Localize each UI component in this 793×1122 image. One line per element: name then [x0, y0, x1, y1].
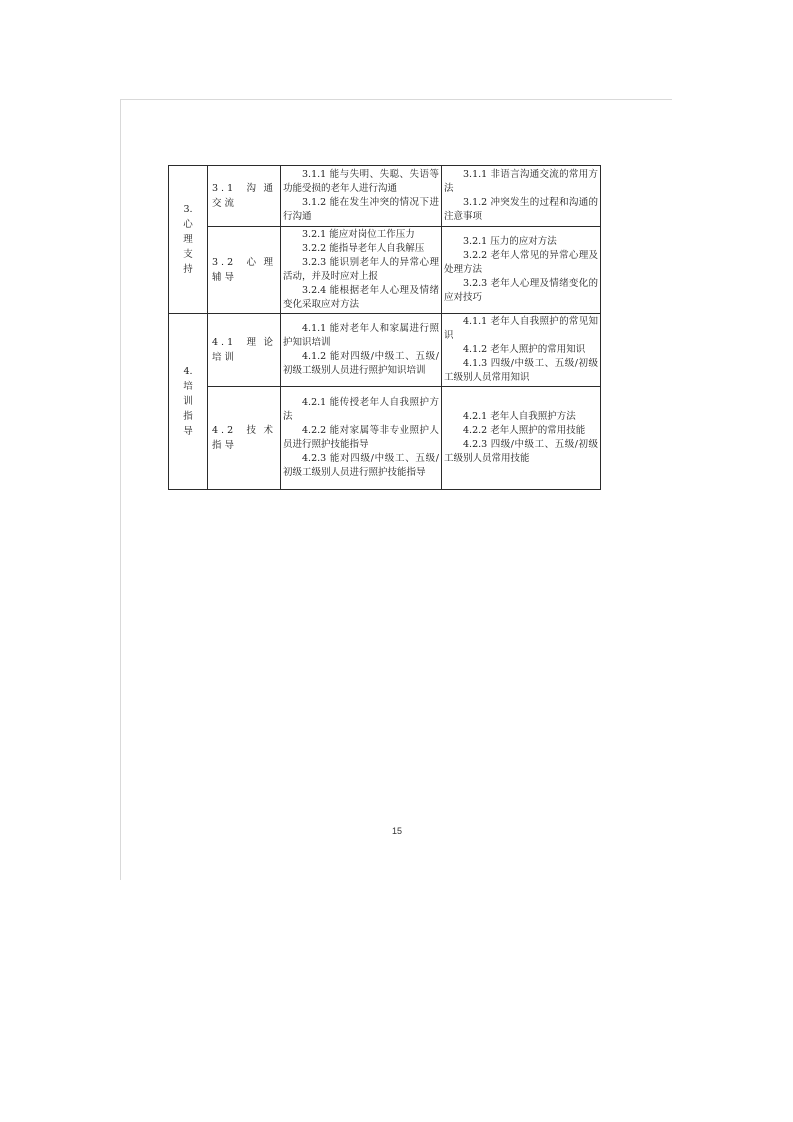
skill-item: 3.2.3 能识别老年人的异常心理活动，并及时应对上报	[283, 257, 439, 282]
unit-cell	[208, 166, 281, 227]
section-cell	[169, 166, 208, 314]
unit-cell	[208, 314, 281, 387]
knowledge-item: 3.1.2 冲突发生的过程和沟通的注意事项	[444, 197, 598, 222]
skill-item: 3.1.1 能与失明、失聪、失语等功能受损的老年人进行沟通	[283, 169, 439, 194]
table-row	[169, 166, 601, 227]
knowledge-cell	[442, 166, 601, 227]
skills-cell	[281, 227, 442, 314]
knowledge-cell	[442, 227, 601, 314]
unit-label: 4.2 技术指导	[212, 425, 276, 451]
page-edge-top	[120, 99, 672, 100]
knowledge-item: 4.1.1 老年人自我照护的常见知识	[444, 316, 598, 341]
knowledge-item: 4.2.2 老年人照护的常用技能	[463, 425, 586, 436]
table-row	[169, 387, 601, 490]
unit-label: 4.1 理论培训	[212, 337, 276, 363]
knowledge-item: 4.1.2 老年人照护的常用知识	[463, 344, 586, 355]
knowledge-item: 4.2.3 四级/中级工、五级/初级工级别人员常用技能	[444, 439, 598, 464]
unit-label: 3.1 沟通交流	[212, 183, 276, 209]
section-title: 心理支持	[183, 219, 193, 275]
skill-item: 4.2.2 能对家属等非专业照护人员进行照护技能指导	[283, 425, 439, 450]
skills-table	[168, 165, 601, 490]
skill-item: 3.2.4 能根据老年人心理及情绪变化采取应对方法	[283, 285, 439, 310]
skill-item: 4.2.3 能对四级/中级工、五级/初级工级别人员进行照护技能指导	[283, 453, 439, 478]
skill-item: 3.2.2 能指导老年人自我解压	[302, 243, 425, 254]
knowledge-item: 3.2.3 老年人心理及情绪变化的应对技巧	[444, 278, 598, 303]
skill-item: 4.1.2 能对四级/中级工、五级/初级工级别人员进行照护知识培训	[283, 351, 439, 376]
skill-item: 3.2.1 能应对岗位工作压力	[302, 229, 415, 240]
knowledge-item: 3.1.1 非语言沟通交流的常用方法	[444, 169, 598, 194]
table-row	[169, 227, 601, 314]
skills-cell	[281, 387, 442, 490]
knowledge-item: 4.1.3 四级/中级工、五级/初级工级别人员常用知识	[444, 358, 598, 383]
section-number: 3.	[183, 204, 193, 215]
table-row	[169, 314, 601, 387]
page-edge-left	[120, 99, 121, 880]
skill-item: 3.1.2 能在发生冲突的情况下进行沟通	[283, 197, 439, 222]
unit-label: 3.2 心理辅导	[212, 257, 276, 283]
unit-cell	[208, 227, 281, 314]
skill-item: 4.1.1 能对老年人和家属进行照护知识培训	[283, 323, 439, 348]
knowledge-cell	[442, 387, 601, 490]
unit-cell	[208, 387, 281, 490]
skills-cell	[281, 314, 442, 387]
knowledge-cell	[442, 314, 601, 387]
skills-cell	[281, 166, 442, 227]
section-number: 4.	[183, 366, 193, 377]
skill-item: 4.2.1 能传授老年人自我照护方法	[283, 397, 439, 422]
section-cell	[169, 314, 208, 490]
knowledge-item: 4.2.1 老年人自我照护方法	[463, 411, 576, 422]
section-title: 培训指导	[183, 381, 193, 437]
knowledge-item: 3.2.2 老年人常见的异常心理及处理方法	[444, 250, 598, 275]
page-number: 15	[391, 826, 402, 836]
knowledge-item: 3.2.1 压力的应对方法	[463, 236, 557, 247]
